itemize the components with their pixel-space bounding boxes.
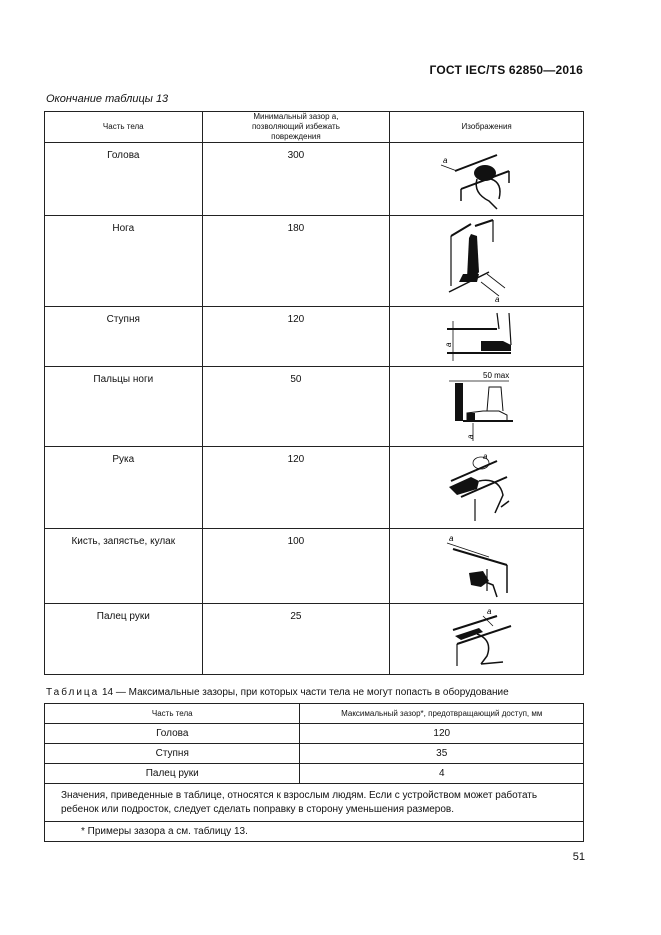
gap-label: a <box>486 607 492 616</box>
body-part-cell: Нога <box>45 216 203 307</box>
table-row <box>45 724 584 744</box>
gap-label: a <box>465 434 475 439</box>
page-number: 51 <box>572 851 585 863</box>
table-row <box>45 744 584 764</box>
gap-cell: 50 <box>202 367 390 447</box>
table13-caption: Окончание таблицы 13 <box>46 93 169 105</box>
gap-cell: 25 <box>202 604 390 675</box>
gap-cell: 120 <box>300 724 584 744</box>
gap-cell: 300 <box>202 143 390 216</box>
body-part-cell: Кисть, запястье, кулак <box>45 529 203 604</box>
table-row <box>45 307 584 367</box>
gap-label: a <box>443 342 453 347</box>
table14-note-row <box>45 784 584 822</box>
table-row <box>45 216 584 307</box>
table-row <box>45 764 584 784</box>
body-part-cell: Ступня <box>45 307 203 367</box>
head-gap-figure <box>390 143 584 216</box>
finger-gap-figure <box>390 604 584 675</box>
table14-footnote-row <box>45 822 584 842</box>
foot-gap-figure <box>390 307 584 367</box>
col-header-max-gap: Максимальный зазор*, предотвращающий доступ, мм <box>300 704 584 724</box>
table14-note: Значения, приведенные в таблице, относятся к взрослым людям. Если с устройством может работать ребенок или подросток, следует сделать поправку в сторону уменьшения размеров. <box>45 784 584 822</box>
body-part-cell: Палец руки <box>45 604 203 675</box>
table-row <box>45 604 584 675</box>
gap-label: a <box>442 156 448 165</box>
gap-cell: 4 <box>300 764 584 784</box>
leg-gap-figure <box>390 216 584 307</box>
table14 <box>44 703 584 842</box>
body-part-cell: Голова <box>45 143 203 216</box>
gap-cell: 120 <box>202 307 390 367</box>
table14-footnote: * Примеры зазора а см. таблицу 13. <box>45 822 584 842</box>
col-header-body-part: Часть тела <box>45 112 203 143</box>
body-part-cell: Ступня <box>45 744 300 764</box>
table14-caption <box>46 687 509 698</box>
col-header-images: Изображения <box>390 112 584 143</box>
gap-label: a <box>448 534 454 543</box>
standard-header: ГОСТ IEC/TS 62850—2016 <box>429 63 583 77</box>
gap-cell: 100 <box>202 529 390 604</box>
toes-gap-figure <box>390 367 584 447</box>
gap-cell: 35 <box>300 744 584 764</box>
col-header-body-part: Часть тела <box>45 704 300 724</box>
col-header-min-gap: Минимальный зазор а, позволяющий избежать повреждения <box>202 112 390 143</box>
table13 <box>44 111 584 675</box>
gap-cell: 120 <box>202 447 390 529</box>
table14-caption-text: 14 — Максимальные зазоры, при которых части тела не могут попасть в оборудование <box>99 687 509 698</box>
body-part-cell: Рука <box>45 447 203 529</box>
max-gap-label: 50 max <box>482 371 509 380</box>
body-part-cell: Палец руки <box>45 764 300 784</box>
table-row <box>45 367 584 447</box>
gap-label: a <box>482 452 488 461</box>
gap-label: a <box>494 295 500 304</box>
arm-gap-figure <box>390 447 584 529</box>
table-row <box>45 143 584 216</box>
table14-caption-word: Таблица <box>46 687 100 698</box>
hand-wrist-fist-gap-figure <box>390 529 584 604</box>
table13-header-row <box>45 112 584 143</box>
body-part-cell: Голова <box>45 724 300 744</box>
table-row <box>45 447 584 529</box>
body-part-cell: Пальцы ноги <box>45 367 203 447</box>
table14-header-row <box>45 704 584 724</box>
gap-cell: 180 <box>202 216 390 307</box>
table-row <box>45 529 584 604</box>
